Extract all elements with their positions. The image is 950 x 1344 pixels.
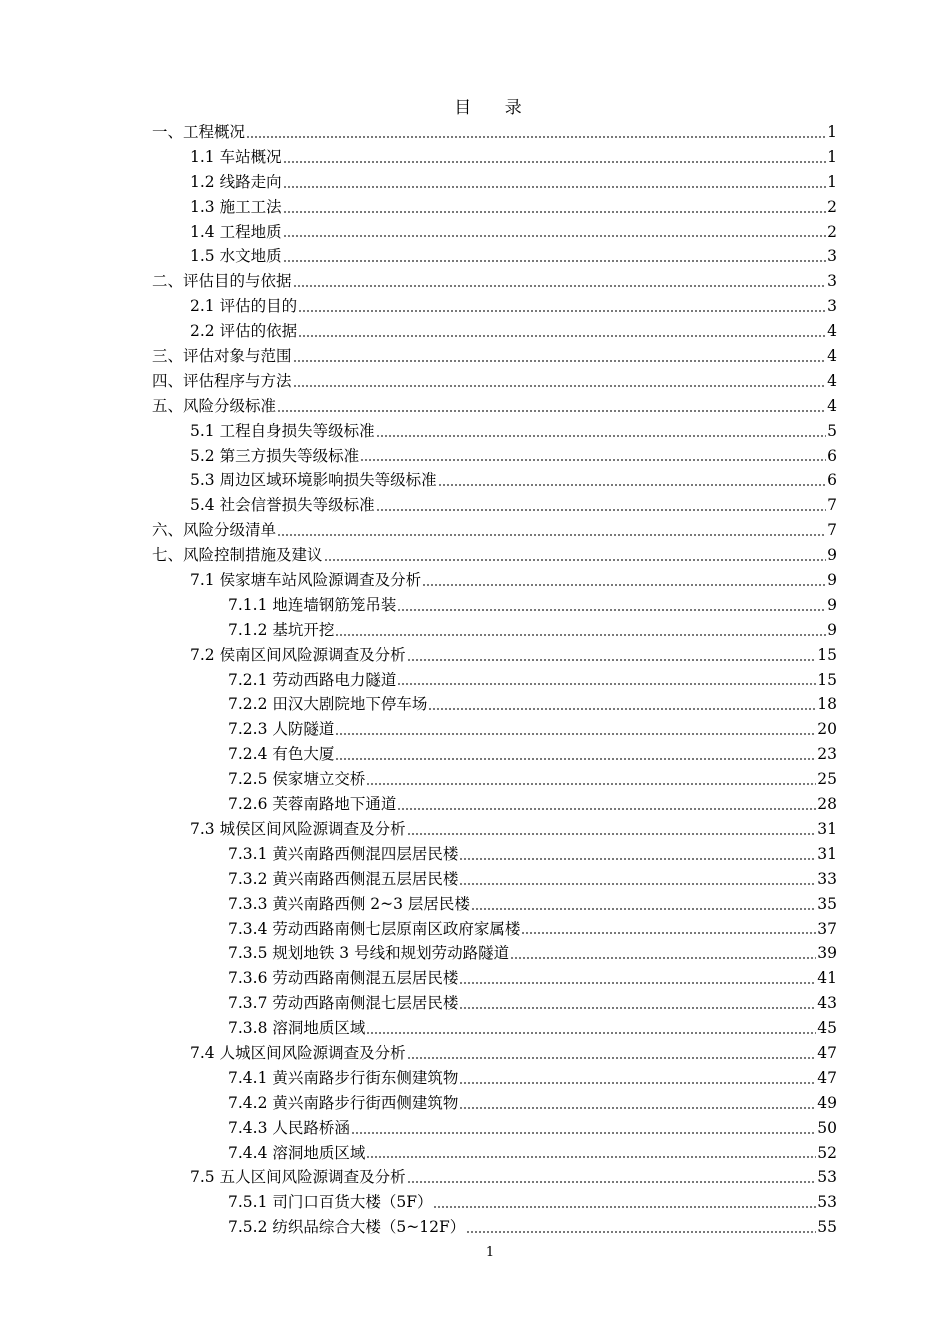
dot-leader — [397, 674, 816, 686]
toc-entry-label: 7.5 五人区间风险源调查及分析 — [190, 1168, 406, 1187]
toc-entry-page: 9 — [827, 571, 837, 590]
toc-entry[interactable] — [152, 244, 837, 269]
dot-leader — [366, 1147, 816, 1159]
toc-entry-page: 7 — [827, 521, 837, 540]
toc-entry-page: 4 — [827, 322, 837, 341]
dot-leader — [277, 525, 826, 537]
dot-leader — [521, 923, 816, 935]
dot-leader — [293, 376, 827, 388]
toc-entry-page: 1 — [827, 147, 837, 166]
dot-leader — [351, 1123, 816, 1135]
toc-entry-page: 4 — [827, 371, 837, 390]
toc-entry-label: 四、评估程序与方法 — [152, 371, 292, 390]
toc-entry[interactable] — [152, 543, 837, 568]
toc-entry[interactable] — [152, 817, 837, 842]
toc-entry-page: 55 — [817, 1218, 837, 1237]
dot-leader — [459, 874, 816, 886]
toc-entry[interactable] — [152, 867, 837, 892]
table-of-contents — [152, 120, 837, 1240]
toc-entry-page: 37 — [817, 919, 837, 938]
toc-entry-label: 7.5.1 司门口百货大楼（5F） — [228, 1193, 433, 1212]
toc-entry-page: 52 — [817, 1143, 837, 1162]
toc-entry-page: 4 — [827, 396, 837, 415]
toc-entry-label: 7.1.2 基坑开挖 — [228, 620, 335, 639]
toc-entry-label: 7.4 人城区间风险源调查及分析 — [190, 1043, 406, 1062]
dot-leader — [459, 1098, 816, 1110]
toc-entry-page: 1 — [827, 123, 837, 141]
toc-entry[interactable] — [152, 220, 837, 245]
toc-entry-page: 41 — [817, 969, 837, 988]
toc-entry[interactable] — [152, 917, 837, 942]
toc-entry-label: 7.3.7 劳动西路南侧混七层居民楼 — [228, 994, 459, 1013]
toc-entry-label: 5.3 周边区域环境影响损失等级标准 — [190, 471, 437, 490]
toc-entry-label: 7.4.4 溶洞地质区域 — [228, 1143, 366, 1162]
toc-entry-page: 43 — [817, 994, 837, 1013]
toc-entry-page: 15 — [817, 645, 837, 664]
toc-entry[interactable] — [152, 319, 837, 344]
toc-entry-label: 7.3.4 劳动西路南侧七层原南区政府家属楼 — [228, 919, 521, 938]
toc-entry-label: 7.3.3 黄兴南路西侧 2~3 层居民楼 — [228, 894, 470, 913]
toc-entry[interactable] — [152, 966, 837, 991]
dot-leader — [459, 973, 816, 985]
dot-leader — [407, 1048, 817, 1060]
toc-entry-label: 1.3 施工工法 — [190, 197, 282, 216]
toc-entry-label: 七、风险控制措施及建议 — [152, 546, 323, 565]
toc-entry-page: 15 — [817, 670, 837, 689]
toc-entry-page: 5 — [827, 421, 837, 440]
toc-entry[interactable] — [152, 145, 837, 170]
toc-entry-label: 7.3.6 劳动西路南侧混五层居民楼 — [228, 969, 459, 988]
toc-entry-page: 3 — [827, 297, 837, 316]
toc-entry[interactable] — [152, 419, 837, 444]
dot-leader — [366, 1023, 816, 1035]
toc-entry[interactable] — [152, 493, 837, 518]
toc-entry[interactable] — [152, 842, 837, 867]
toc-entry-page: 6 — [827, 471, 837, 490]
dot-leader — [283, 226, 827, 238]
toc-title: 目 录 — [454, 98, 536, 118]
toc-entry-label: 六、风险分级清单 — [152, 521, 277, 540]
toc-entry[interactable] — [152, 593, 837, 618]
toc-entry[interactable] — [152, 1016, 837, 1041]
dot-leader — [360, 450, 826, 462]
toc-entry-page: 39 — [817, 944, 837, 963]
toc-entry-label: 7.4.2 黄兴南路步行街西侧建筑物 — [228, 1093, 459, 1112]
toc-entry[interactable] — [152, 468, 837, 493]
toc-entry-page: 53 — [817, 1193, 837, 1212]
toc-entry-page: 2 — [827, 197, 837, 216]
toc-entry-page: 25 — [817, 770, 837, 789]
dot-leader — [471, 899, 816, 911]
toc-entry-page: 9 — [827, 620, 837, 639]
toc-entry-label: 7.2.4 有色大厦 — [228, 745, 335, 764]
toc-entry[interactable] — [152, 1066, 837, 1091]
toc-entry[interactable] — [152, 618, 837, 643]
toc-entry-label: 7.3 城侯区间风险源调查及分析 — [190, 819, 406, 838]
toc-entry-label: 7.3.1 黄兴南路西侧混四层居民楼 — [228, 844, 459, 863]
dot-leader — [397, 799, 816, 811]
toc-entry-label: 五、风险分级标准 — [152, 396, 277, 415]
toc-entry-page: 18 — [817, 695, 837, 714]
dot-leader — [407, 824, 817, 836]
toc-entry-page: 47 — [817, 1068, 837, 1087]
dot-leader — [407, 650, 817, 662]
toc-entry-label: 5.1 工程自身损失等级标准 — [190, 421, 375, 440]
dot-leader — [510, 948, 816, 960]
dot-leader — [366, 774, 816, 786]
toc-entry-label: 7.4.3 人民路桥涵 — [228, 1118, 350, 1137]
dot-leader — [324, 550, 827, 562]
toc-entry-label: 二、评估目的与依据 — [152, 272, 292, 291]
toc-entry-label: 7.3.2 黄兴南路西侧混五层居民楼 — [228, 869, 459, 888]
toc-entry[interactable] — [152, 444, 837, 469]
toc-entry-page: 9 — [827, 546, 837, 565]
toc-entry-page: 33 — [817, 869, 837, 888]
dot-leader — [298, 301, 826, 313]
dot-leader — [459, 849, 816, 861]
toc-entry-label: 5.2 第三方损失等级标准 — [190, 446, 360, 465]
dot-leader — [283, 251, 827, 263]
toc-entry[interactable] — [152, 643, 837, 668]
toc-entry[interactable] — [152, 518, 837, 543]
dot-leader — [293, 276, 827, 288]
toc-entry-label: 1.4 工程地质 — [190, 222, 282, 241]
toc-entry-label: 三、评估对象与范围 — [152, 347, 292, 366]
dot-leader — [335, 749, 816, 761]
toc-entry-page: 49 — [817, 1093, 837, 1112]
toc-entry[interactable] — [152, 792, 837, 817]
dot-leader — [376, 500, 827, 512]
dot-leader — [293, 351, 827, 363]
toc-entry-page: 31 — [817, 844, 837, 863]
toc-entry-label: 7.2.3 人防隧道 — [228, 720, 335, 739]
toc-entry-page: 3 — [827, 272, 837, 291]
dot-leader — [466, 1222, 816, 1234]
toc-entry[interactable] — [152, 742, 837, 767]
toc-entry[interactable] — [152, 1190, 837, 1215]
toc-entry-page: 35 — [817, 894, 837, 913]
dot-leader — [428, 699, 816, 711]
toc-entry[interactable] — [152, 991, 837, 1016]
toc-entry-page: 7 — [827, 496, 837, 515]
toc-entry-page: 20 — [817, 720, 837, 739]
toc-entry-label: 1.5 水文地质 — [190, 247, 282, 266]
toc-entry[interactable] — [152, 369, 837, 394]
toc-entry[interactable] — [152, 269, 837, 294]
toc-entry-page: 9 — [827, 595, 837, 614]
toc-entry-label: 7.2.1 劳动西路电力隧道 — [228, 670, 397, 689]
toc-entry-label: 7.4.1 黄兴南路步行街东侧建筑物 — [228, 1068, 459, 1087]
toc-entry[interactable] — [152, 1116, 837, 1141]
toc-entry-label: 1.2 线路走向 — [190, 172, 282, 191]
dot-leader — [397, 600, 826, 612]
dot-leader — [283, 152, 827, 164]
dot-leader — [376, 426, 827, 438]
toc-entry[interactable] — [152, 767, 837, 792]
dot-leader — [407, 1172, 817, 1184]
toc-entry-page: 31 — [817, 819, 837, 838]
toc-entry-page: 6 — [827, 446, 837, 465]
toc-entry-label: 7.2.6 芙蓉南路地下通道 — [228, 795, 397, 814]
toc-entry[interactable] — [152, 1141, 837, 1166]
toc-entry-label: 7.2 侯南区间风险源调查及分析 — [190, 645, 406, 664]
toc-entry-page: 47 — [817, 1043, 837, 1062]
dot-leader — [422, 575, 826, 587]
dot-leader — [438, 475, 827, 487]
toc-entry[interactable] — [152, 692, 837, 717]
toc-entry[interactable] — [152, 294, 837, 319]
toc-entry-page: 2 — [827, 222, 837, 241]
toc-entry-label: 7.5.2 纺织品综合大楼（5~12F） — [228, 1218, 466, 1237]
toc-entry-label: 2.1 评估的目的 — [190, 297, 298, 316]
toc-entry[interactable] — [152, 1215, 837, 1240]
toc-entry-label: 5.4 社会信誉损失等级标准 — [190, 496, 375, 515]
dot-leader — [459, 1073, 816, 1085]
toc-entry[interactable] — [152, 717, 837, 742]
toc-entry-page: 23 — [817, 745, 837, 764]
toc-entry-page: 4 — [827, 347, 837, 366]
dot-leader — [277, 401, 826, 413]
toc-entry-label: 7.3.5 规划地铁 3 号线和规划劳动路隧道 — [228, 944, 510, 963]
toc-entry[interactable] — [152, 1041, 837, 1066]
dot-leader — [459, 998, 816, 1010]
toc-entry-label: 2.2 评估的依据 — [190, 322, 298, 341]
toc-entry-page: 53 — [817, 1168, 837, 1187]
page-number: 1 — [485, 1245, 495, 1260]
dot-leader — [283, 202, 827, 214]
toc-entry-page: 1 — [827, 172, 837, 191]
toc-entry-label: 7.1 侯家塘车站风险源调查及分析 — [190, 571, 422, 590]
toc-entry-label: 7.3.8 溶洞地质区域 — [228, 1019, 366, 1038]
toc-entry-page: 45 — [817, 1019, 837, 1038]
dot-leader — [246, 127, 826, 139]
toc-entry[interactable] — [152, 170, 837, 195]
toc-entry[interactable] — [152, 195, 837, 220]
dot-leader — [433, 1197, 816, 1209]
toc-entry[interactable] — [152, 1165, 837, 1190]
toc-entry[interactable] — [152, 941, 837, 966]
dot-leader — [298, 326, 826, 338]
toc-entry[interactable] — [152, 892, 837, 917]
toc-entry[interactable] — [152, 668, 837, 693]
toc-entry-page: 28 — [817, 795, 837, 814]
toc-entry-page: 50 — [817, 1118, 837, 1137]
toc-entry[interactable] — [152, 394, 837, 419]
toc-entry[interactable] — [152, 120, 837, 145]
toc-entry-label: 一、工程概况 — [152, 123, 246, 141]
dot-leader — [283, 177, 827, 189]
toc-entry[interactable] — [152, 344, 837, 369]
dot-leader — [335, 625, 826, 637]
toc-entry[interactable] — [152, 1091, 837, 1116]
toc-entry-label: 7.2.2 田汉大剧院地下停车场 — [228, 695, 428, 714]
toc-entry[interactable] — [152, 568, 837, 593]
toc-entry-label: 1.1 车站概况 — [190, 147, 282, 166]
toc-entry-label: 7.2.5 侯家塘立交桥 — [228, 770, 366, 789]
dot-leader — [335, 724, 816, 736]
toc-entry-page: 3 — [827, 247, 837, 266]
toc-entry-label: 7.1.1 地连墙钢筋笼吊装 — [228, 595, 397, 614]
